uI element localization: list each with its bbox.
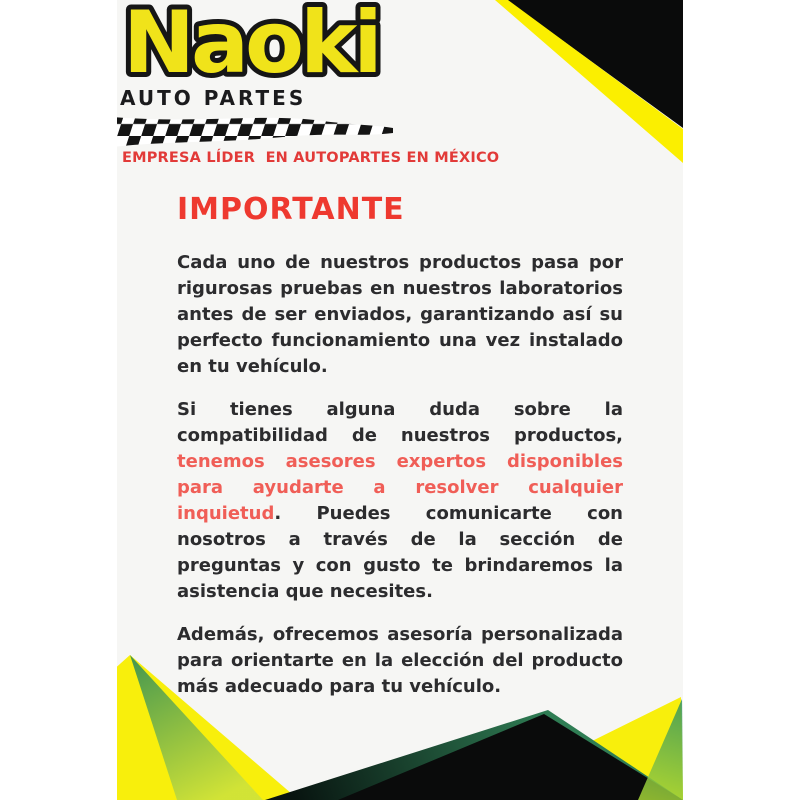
logo-text: Naoki bbox=[123, 0, 379, 93]
body-copy bbox=[177, 250, 623, 717]
body-paragraph bbox=[177, 397, 623, 605]
highlight-text: tenemos asesores expertos disponibles para ayudarte a resolver cualquier inquietud bbox=[177, 451, 623, 524]
body-paragraph bbox=[177, 622, 623, 700]
body-paragraph bbox=[177, 250, 623, 380]
brand-tagline: EMPRESA LÍDER EN AUTOPARTES EN MÉXICO bbox=[122, 150, 500, 166]
naoki-logo bbox=[117, 0, 437, 96]
importante-heading: IMPORTANTE bbox=[177, 192, 405, 227]
body-text: . Puedes comunicarte con nosotros a través de la sección de preguntas y con gusto te brindaremos la asistencia que necesites. bbox=[177, 503, 623, 602]
artwork-canvas bbox=[117, 0, 683, 800]
checkered-flag-icon bbox=[117, 112, 395, 150]
body-text: Si tienes alguna duda sobre la compatibilidad de nuestros productos, bbox=[177, 399, 623, 446]
body-text: Además, ofrecemos asesoría personalizada para orientarte en la elección del producto más adecuado para tu vehículo. bbox=[177, 624, 623, 697]
flag-checker-pattern bbox=[117, 112, 395, 150]
body-text: Cada uno de nuestros productos pasa por rigurosas pruebas en nuestros laboratorios antes de ser enviados, garantizando así su perfecto funcionamiento una vez instalado en tu vehículo. bbox=[177, 252, 623, 377]
brand-subtext: AUTO PARTES bbox=[120, 86, 307, 110]
